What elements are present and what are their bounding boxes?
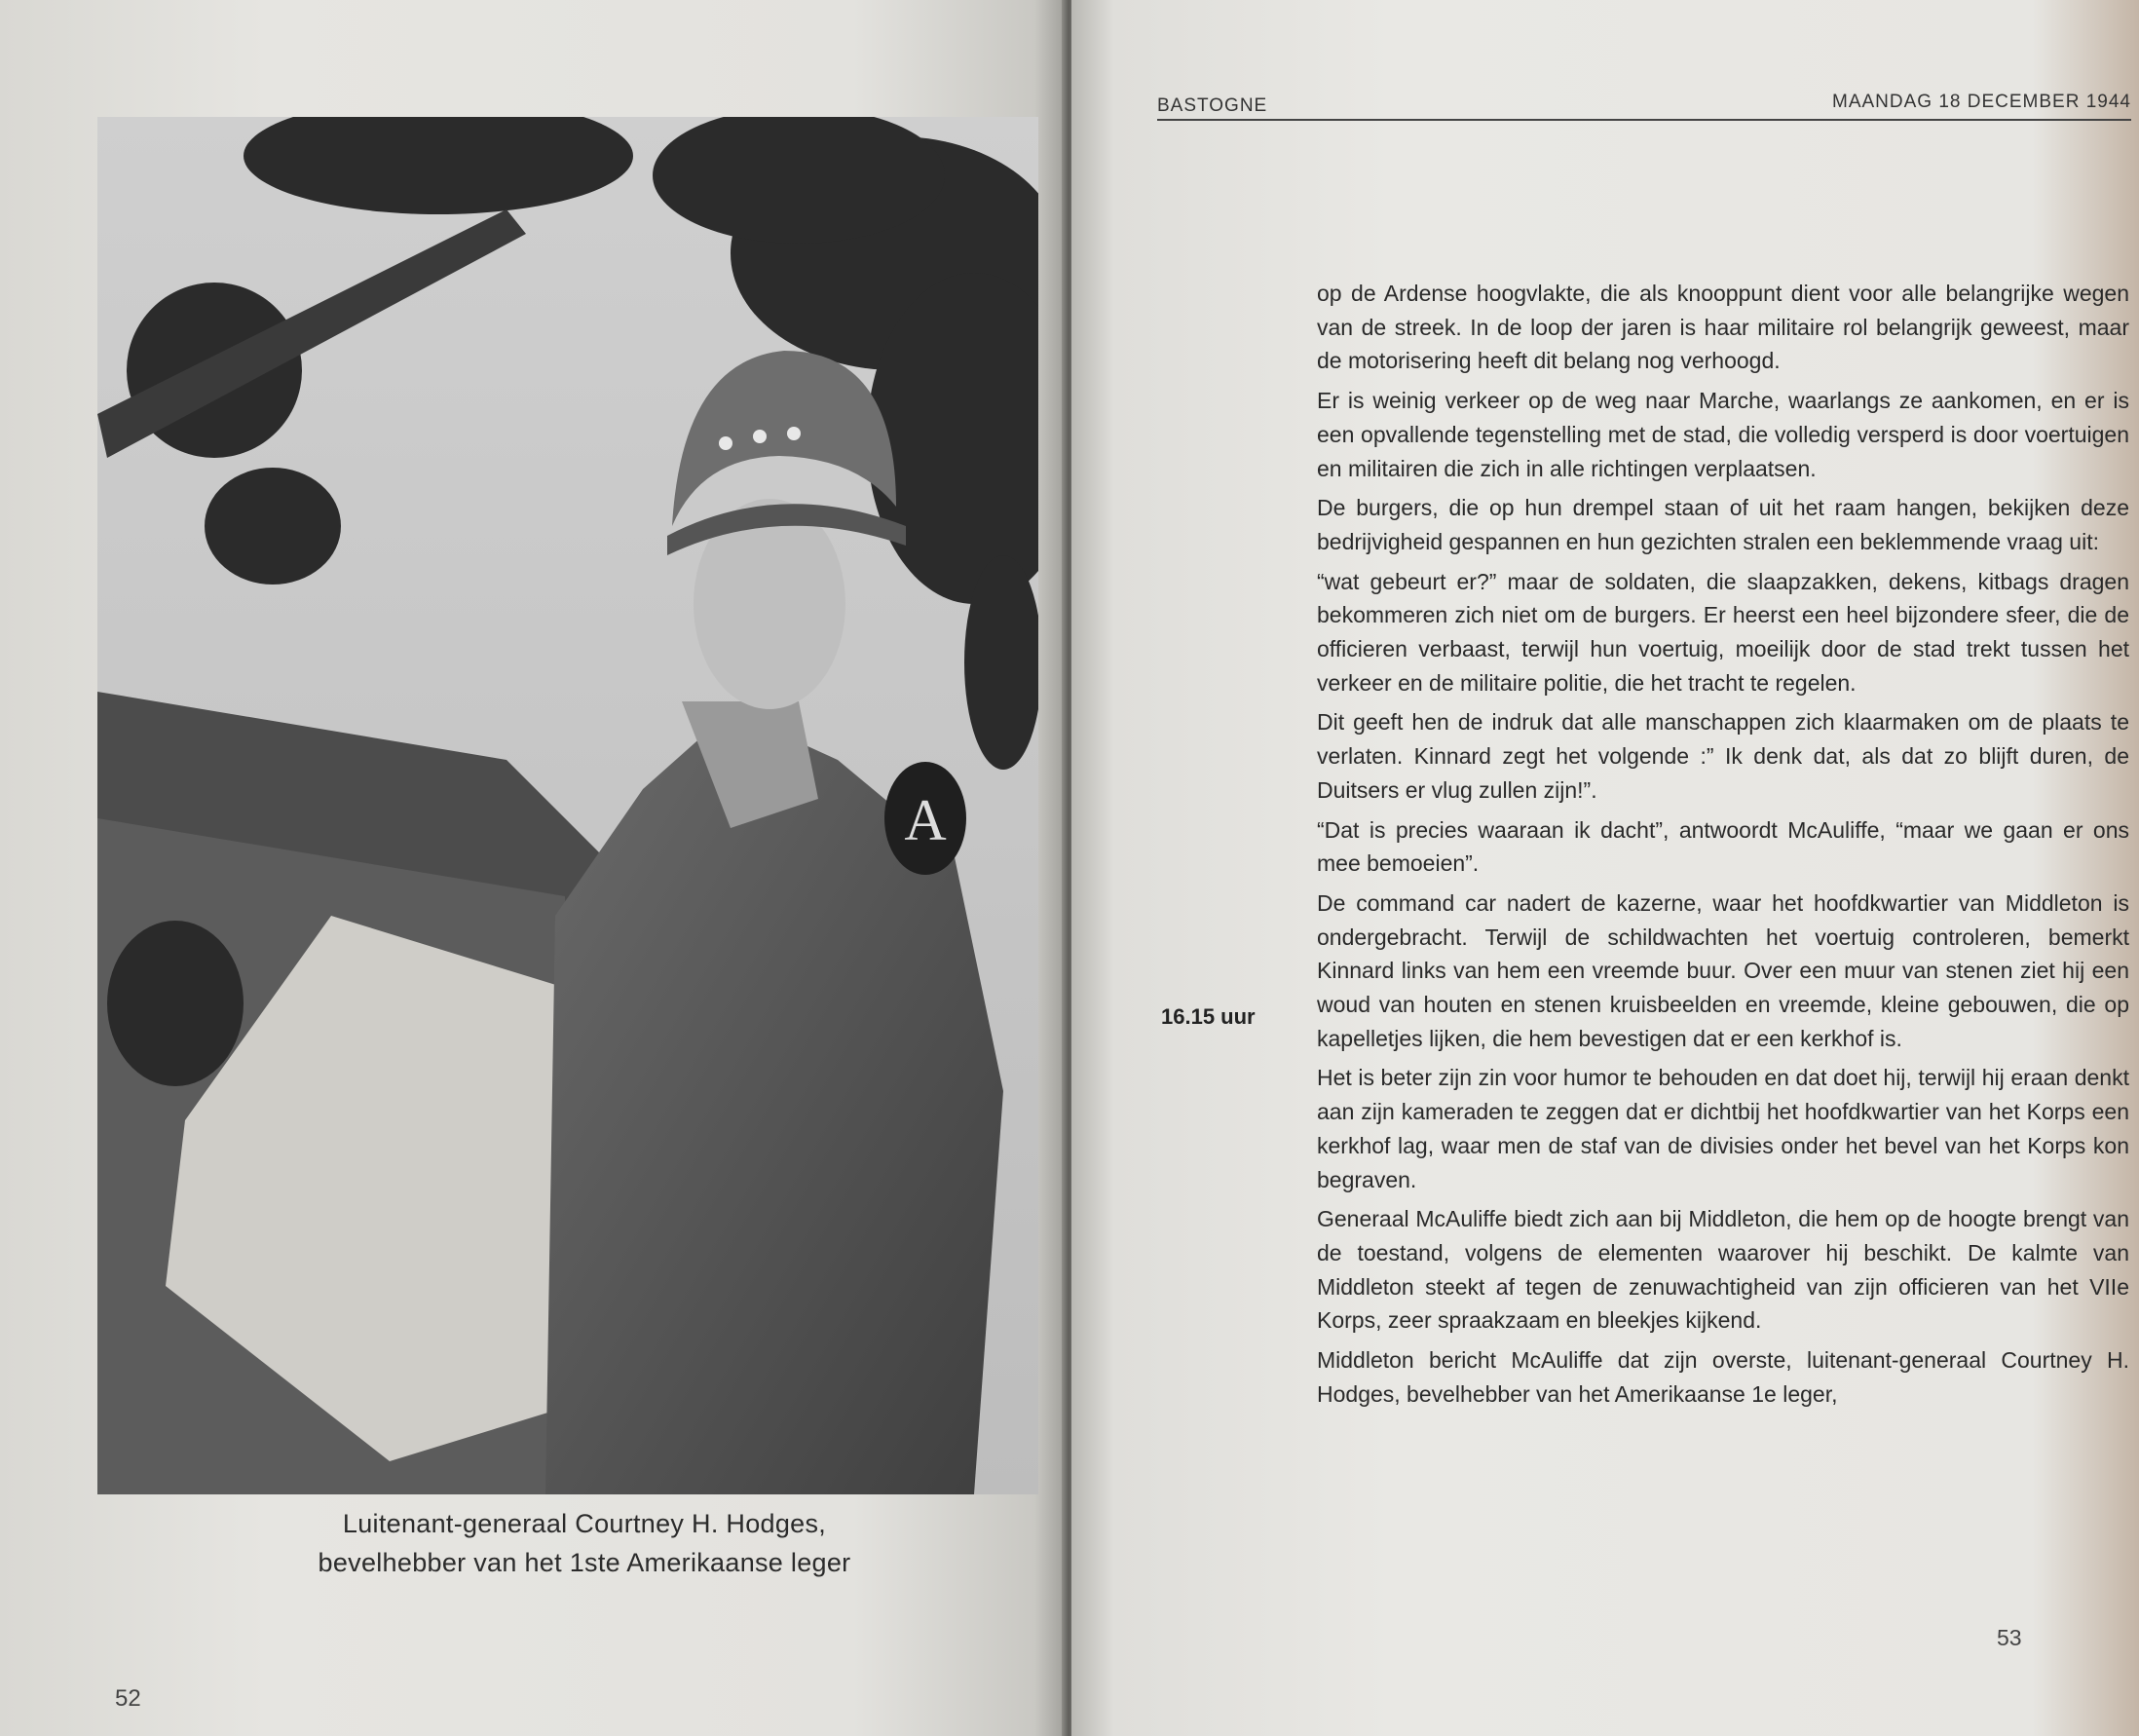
paragraph: Er is weinig verkeer op de weg naar Marche, waarlangs ze aankomen, en er is een opvallende tegenstelling met de stad, die volledig versperd is door voertuigen en militairen die zich in alle richtingen verplaatsen.	[1317, 388, 2129, 481]
paragraph: “Dat is precies waaraan ik dacht”, antwoordt McAuliffe, “maar we gaan er ons mee bemoeien”.	[1317, 816, 2129, 877]
page-number-left: 52	[115, 1685, 141, 1712]
caption-line-2: bevelhebber van het 1ste Amerikaanse leger	[318, 1548, 851, 1577]
running-head-date: MAANDAG 18 DECEMBER 1944	[1832, 92, 2131, 112]
running-head	[1157, 90, 2131, 121]
portrait-photo	[97, 117, 1038, 1494]
photo-caption	[166, 1504, 1003, 1582]
svg-text:A: A	[904, 788, 947, 852]
paragraph: Generaal McAuliffe biedt zich aan bij Middleton, die hem op de hoogte brengt van de toestand, volgens de elementen waarover hij beschikt. De kalmte van Middleton steekt af tegen de zenuwachtigheid van zijn officieren van het VIIe Korps, zeer spraakzaam en bleekjes kijkend.	[1317, 1206, 2129, 1334]
running-head-title: BASTOGNE	[1157, 95, 1268, 116]
paragraph: Dit geeft hen de indruk dat alle manschappen zich klaarmaken om de plaats te verlaten. Kinnard zegt het volgende :” Ik denk dat, als dat zo blijft duren, de Duitsers er vlug zullen zijn!”.	[1317, 709, 2129, 803]
paragraph: Middleton bericht McAuliffe dat zijn overste, luitenant-generaal Courtney H. Hodges, bevelhebber van het Amerikaanse 1e leger,	[1317, 1347, 2129, 1407]
body-text	[1317, 277, 2129, 1412]
caption-line-1: Luitenant-generaal Courtney H. Hodges,	[342, 1509, 827, 1538]
time-marginal-label: 16.15 uur	[1161, 1004, 1256, 1029]
paragraph: De burgers, die op hun drempel staan of uit het raam hangen, bekijken deze bedrijvigheid gespannen en hun gezichten stralen een beklemmende vraag uit:	[1317, 495, 2129, 554]
page-number-right: 53	[1997, 1625, 2022, 1650]
photo-portrait-general-icon	[97, 117, 1038, 1494]
paragraph: De command car nadert de kazerne, waar het hoofdkwartier van Middleton is ondergebracht. Terwijl de schildwachten het voertuig controleren, bemerkt Kinnard links van hem een vreemde buur. Over een muur van stenen ziet hij een woud van houten en stenen kruisbeelden en vreemde, kleine gebouwen, die op kapelletjes lijken, die hem bevestigen dat er een kerkhof is.	[1317, 889, 2129, 1051]
paragraph: op de Ardense hoogvlakte, die als knooppunt dient voor alle belangrijke wegen van de streek. In de loop der jaren is haar militaire rol belangrijk geweest, maar de motorisering heeft dit belang nog verhoogd.	[1317, 281, 2129, 374]
left-page	[0, 0, 1067, 1736]
paragraph: “wat gebeurt er?” maar de soldaten, die slaapzakken, dekens, kitbags dragen bekommeren zich niet om de burgers. Er heerst een heel bijzondere sfeer, die de officieren verbaast, terwijl hun voertuig, moeilijk door de stad trekt tussen het verkeer en de militaire politie, die het tracht te regelen.	[1317, 568, 2129, 696]
paragraph: Het is beter zijn zin voor humor te behouden en dat doet hij, terwijl hij eraan denkt aan zijn kameraden te zeggen dat er dichtbij het hoofdkwartier van het Korps een kerkhof lag, waar men de staf van de divisies onder het bevel van het Korps kon begraven.	[1317, 1065, 2129, 1192]
right-page	[1071, 0, 2139, 1736]
